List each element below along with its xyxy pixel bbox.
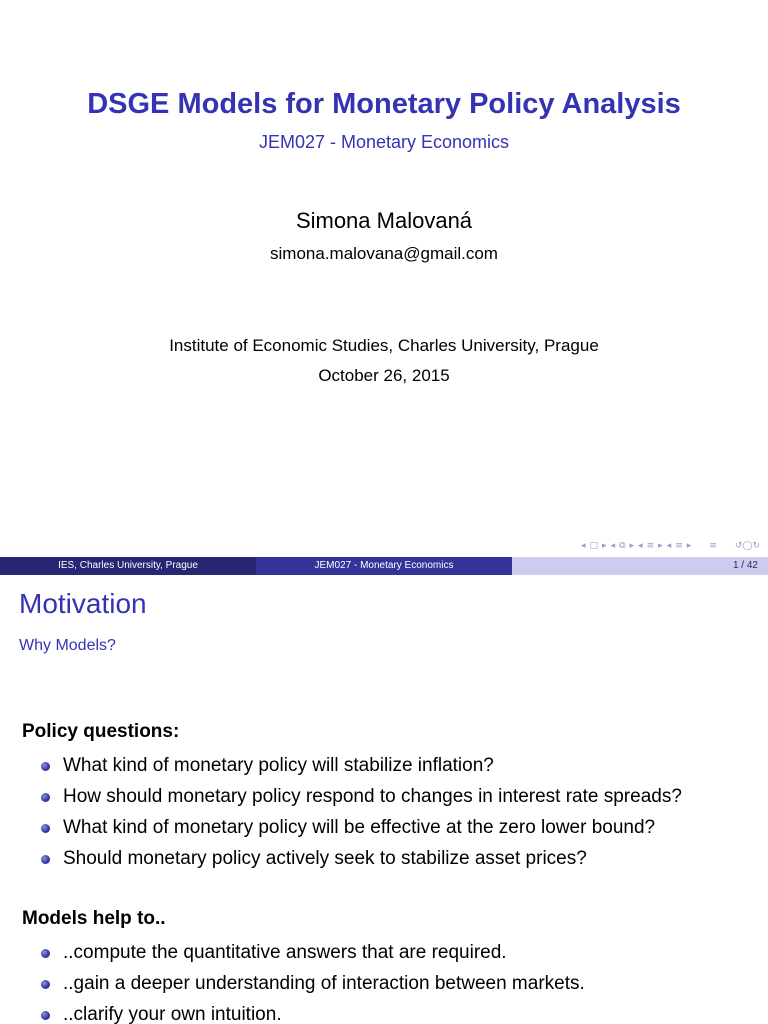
policy-questions-heading: Policy questions: — [22, 721, 180, 742]
nav-right-arrow-icon[interactable]: ▸ — [629, 540, 635, 551]
list-item: ..clarify your own intuition. — [0, 999, 585, 1024]
policy-questions-list — [0, 750, 682, 874]
models-help-heading: Models help to.. — [22, 908, 166, 929]
nav-left-arrow-icon[interactable]: ◂ — [638, 540, 643, 551]
nav-search-icon[interactable]: ↺◯↻ — [734, 540, 760, 551]
bullet-icon — [41, 824, 50, 833]
footline-page-number: 1 / 42 — [512, 557, 768, 575]
nav-frame-icon[interactable]: □ — [589, 540, 599, 551]
presentation-date: October 26, 2015 — [318, 366, 450, 385]
frame-subtitle: Why Models? — [19, 637, 116, 654]
presentation-title: DSGE Models for Monetary Policy Analysis — [87, 88, 681, 120]
list-item: What kind of monetary policy will stabilize inflation? — [0, 750, 682, 781]
bullet-icon — [41, 762, 50, 771]
nav-section-icon[interactable]: ≡ — [675, 540, 683, 551]
list-item: What kind of monetary policy will be effective at the zero lower bound? — [0, 812, 682, 843]
frame-title: Motivation — [19, 588, 147, 619]
list-item: Should monetary policy actively seek to stabilize asset prices? — [0, 843, 682, 874]
nav-section-icon[interactable]: ≡ — [646, 540, 655, 551]
footline-course: JEM027 - Monetary Economics — [256, 557, 512, 575]
navigation-symbols — [581, 539, 760, 553]
presentation-subtitle: JEM027 - Monetary Economics — [258, 132, 510, 152]
nav-left-arrow-icon[interactable]: ◂ — [610, 540, 616, 551]
list-item: ..gain a deeper understanding of interaction between markets. — [0, 968, 585, 999]
nav-left-arrow-icon[interactable]: ◂ — [666, 540, 672, 551]
footline-institute: IES, Charles University, Prague — [0, 557, 256, 575]
bullet-icon — [41, 793, 50, 802]
list-item: ..compute the quantitative answers that are required. — [0, 937, 585, 968]
nav-right-arrow-icon[interactable]: ▸ — [686, 540, 692, 551]
bullet-icon — [41, 980, 50, 989]
author-name: Simona Malovaná — [295, 208, 473, 233]
nav-align-icon[interactable]: ≡ — [709, 540, 717, 551]
motivation-slide — [0, 575, 768, 1024]
bullet-icon — [41, 949, 50, 958]
institute: Institute of Economic Studies, Charles University, Prague — [169, 336, 599, 355]
list-item: How should monetary policy respond to changes in interest rate spreads? — [0, 781, 682, 812]
bullet-icon — [41, 855, 50, 864]
models-help-list — [0, 937, 585, 1024]
footline — [0, 557, 768, 575]
bullet-icon — [41, 1011, 50, 1020]
nav-subsection-icon[interactable]: ⧉ — [619, 540, 626, 551]
author-email: simona.malovana@gmail.com — [270, 244, 498, 263]
nav-left-arrow-icon[interactable]: ◂ — [581, 540, 586, 551]
nav-right-arrow-icon[interactable]: ▸ — [658, 540, 663, 551]
nav-right-arrow-icon[interactable]: ▸ — [602, 540, 607, 551]
